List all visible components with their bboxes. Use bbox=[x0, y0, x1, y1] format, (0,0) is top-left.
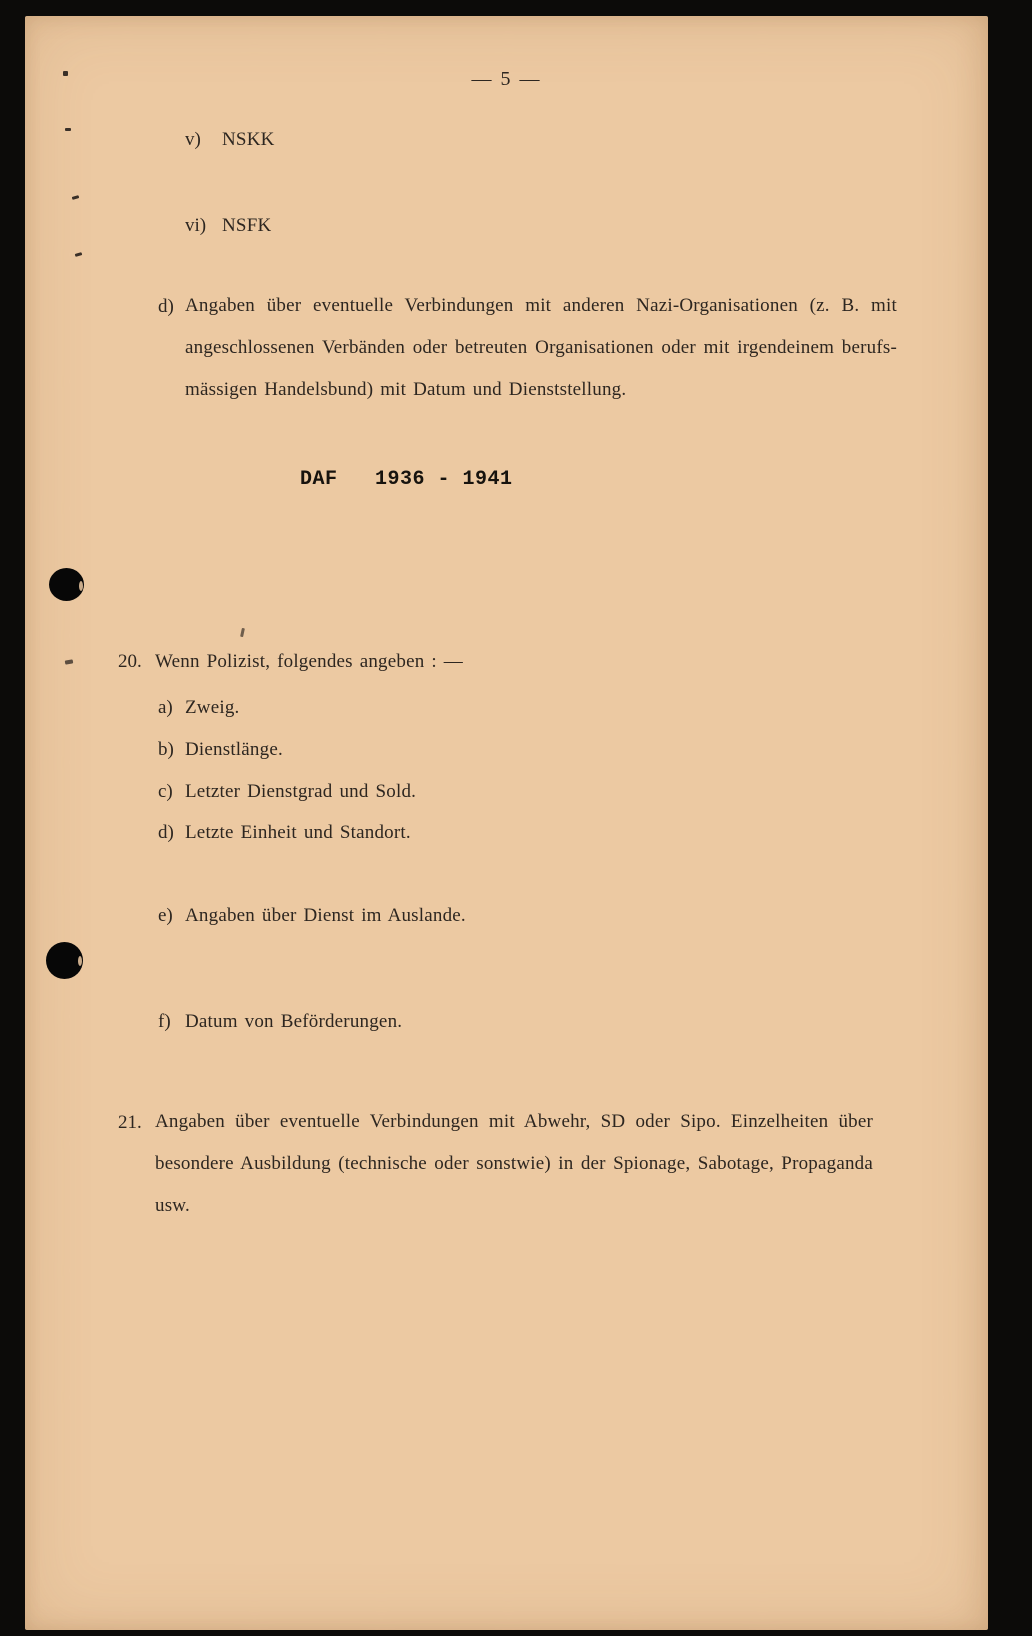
subitem-c-label: c) bbox=[158, 781, 173, 802]
page-number: — 5 — bbox=[471, 68, 542, 90]
list-item-v-text: NSKK bbox=[222, 129, 275, 150]
hole-punch-highlight bbox=[79, 581, 83, 591]
subitem-a-label: a) bbox=[158, 697, 173, 718]
document-page bbox=[25, 16, 988, 1630]
stray-mark bbox=[240, 628, 245, 637]
question-21-text: Angaben über eventuelle Verbindungen mit Abwehr, SD oder Sipo. Einzelheiten über besondere Ausbildung (technische oder sonstwie) in der Spionage, Sabotage, Propaganda usw. bbox=[155, 1111, 873, 1216]
subitem-d-text: Letzte Einheit und Standort. bbox=[185, 822, 411, 843]
subitem-f-label: f) bbox=[158, 1011, 171, 1032]
question-20-subitem-a bbox=[158, 697, 240, 719]
question-20-text: Wenn Polizist, folgendes angeben : — bbox=[155, 651, 463, 672]
hole-punch-bottom bbox=[46, 942, 83, 979]
stray-mark bbox=[63, 71, 68, 76]
stray-mark bbox=[75, 252, 83, 257]
list-item-v bbox=[185, 129, 275, 151]
section-d-text: Angaben über eventuelle Verbindungen mit anderen Nazi-Organisationen (z. B. mit angeschlossenen Verbänden oder betreuten Organisationen oder mit irgendeinem berufs-mässigen Handelsbund) mit Datum und Dienststellung. bbox=[185, 295, 897, 400]
subitem-c-text: Letzter Dienstgrad und Sold. bbox=[185, 781, 417, 802]
hole-punch-highlight bbox=[78, 956, 82, 966]
question-20-subitem-f bbox=[158, 1011, 402, 1033]
question-20 bbox=[118, 651, 463, 673]
question-21-number: 21. bbox=[118, 1112, 142, 1133]
subitem-b-text: Dienstlänge. bbox=[185, 739, 283, 760]
stray-mark bbox=[65, 659, 74, 664]
question-20-subitem-b bbox=[158, 739, 283, 761]
section-d-label: d) bbox=[158, 296, 174, 317]
subitem-b-label: b) bbox=[158, 739, 174, 760]
question-20-subitem-e bbox=[158, 905, 466, 927]
typed-answer: DAF 1936 - 1941 bbox=[300, 468, 513, 491]
question-20-subitem-c bbox=[158, 781, 416, 803]
list-item-vi-text: NSFK bbox=[222, 215, 272, 236]
subitem-e-label: e) bbox=[158, 905, 173, 926]
subitem-e-text: Angaben über Dienst im Auslande. bbox=[185, 905, 466, 926]
hole-punch-top bbox=[49, 568, 84, 601]
stray-mark bbox=[72, 195, 80, 200]
subitem-a-text: Zweig. bbox=[185, 697, 240, 718]
stray-mark bbox=[65, 128, 71, 131]
question-20-number: 20. bbox=[118, 651, 142, 672]
question-20-subitem-d bbox=[158, 822, 411, 844]
subitem-d-label: d) bbox=[158, 822, 174, 843]
subitem-f-text: Datum von Beförderungen. bbox=[185, 1011, 403, 1032]
list-item-vi-label: vi) bbox=[185, 215, 207, 236]
list-item-vi bbox=[185, 215, 271, 237]
list-item-v-label: v) bbox=[185, 129, 201, 150]
